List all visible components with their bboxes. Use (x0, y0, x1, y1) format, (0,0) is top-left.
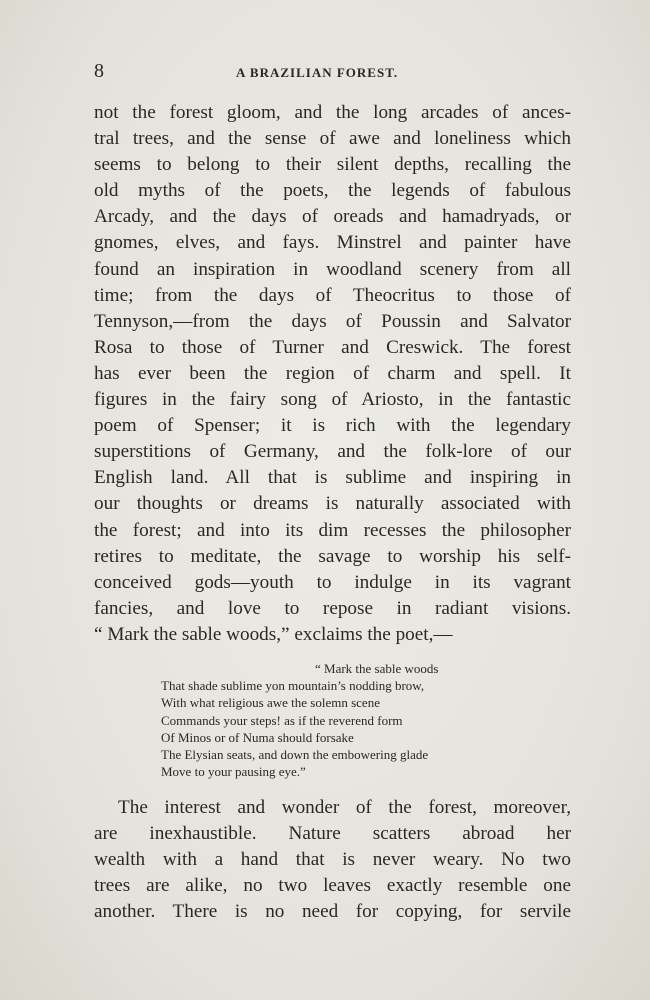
text-line: time; from the days of Theocritus to those of (94, 284, 571, 306)
text-line: seems to belong to their silent depths, recalling the (94, 154, 571, 176)
text-line: wealth with a hand that is never weary. No two (94, 849, 571, 871)
text-line: English land. All that is sublime and inspiring in (94, 467, 571, 489)
text-line: are inexhaustible. Nature scatters abroad her (94, 823, 571, 845)
page-header (94, 60, 574, 86)
text-line: gnomes, elves, and fays. Minstrel and painter have (94, 232, 571, 254)
text-line: The interest and wonder of the forest, moreover, (118, 797, 571, 818)
page-number: 8 (94, 60, 105, 82)
verse-line: “ Mark the sable woods (315, 661, 439, 676)
text-line: figures in the fairy song of Ariosto, in the fantastic (94, 389, 571, 411)
verse-line: Of Minos or of Numa should forsake (161, 729, 354, 745)
running-head: A BRAZILIAN FOREST. (236, 65, 399, 80)
verse-quotation (161, 660, 511, 780)
text-line: conceived gods—youth to indulge in its vagrant (94, 571, 571, 593)
verse-line: That shade sublime yon mountain’s nodding brow, (161, 678, 425, 694)
verse-line: Commands your steps! as if the reverend form (161, 712, 403, 728)
text-line: poem of Spenser; it is rich with the legendary (94, 415, 571, 437)
text-line: tral trees, and the sense of awe and loneliness which (94, 128, 571, 150)
text-line: not the forest gloom, and the long arcades of ances- (94, 102, 571, 123)
text-line: has ever been the region of charm and spell. It (94, 362, 571, 384)
text-line: old myths of the poets, the legends of fabulous (94, 180, 571, 202)
text-line: superstitions of Germany, and the folk-lore of our (94, 441, 571, 463)
verse-line: Move to your pausing eye.” (161, 764, 306, 780)
text-line: Arcady, and the days of oreads and hamadryads, or (94, 206, 571, 228)
text-line: trees are alike, no two leaves exactly resemble one (94, 875, 571, 897)
text-line: found an inspiration in woodland scenery from all (94, 258, 571, 280)
text-line: retires to meditate, the savage to worship his self- (94, 545, 571, 567)
verse-line: With what religious awe the solemn scene (161, 695, 380, 711)
verse-line: The Elysian seats, and down the embowering glade (161, 746, 429, 762)
paragraph-1 (94, 100, 571, 648)
text-line: “ Mark the sable woods,” exclaims the poet,— (94, 623, 453, 645)
text-line: fancies, and love to repose in radiant visions. (94, 597, 571, 619)
text-line: another. There is no need for copying, for servile (94, 901, 571, 923)
text-line: our thoughts or dreams is naturally associated with (94, 493, 571, 515)
paragraph-2 (94, 795, 571, 925)
text-line: Rosa to those of Turner and Creswick. The forest (94, 336, 571, 358)
text-line: Tennyson,—from the days of Poussin and Salvator (94, 310, 571, 332)
text-line: the forest; and into its dim recesses the philosopher (94, 519, 571, 541)
